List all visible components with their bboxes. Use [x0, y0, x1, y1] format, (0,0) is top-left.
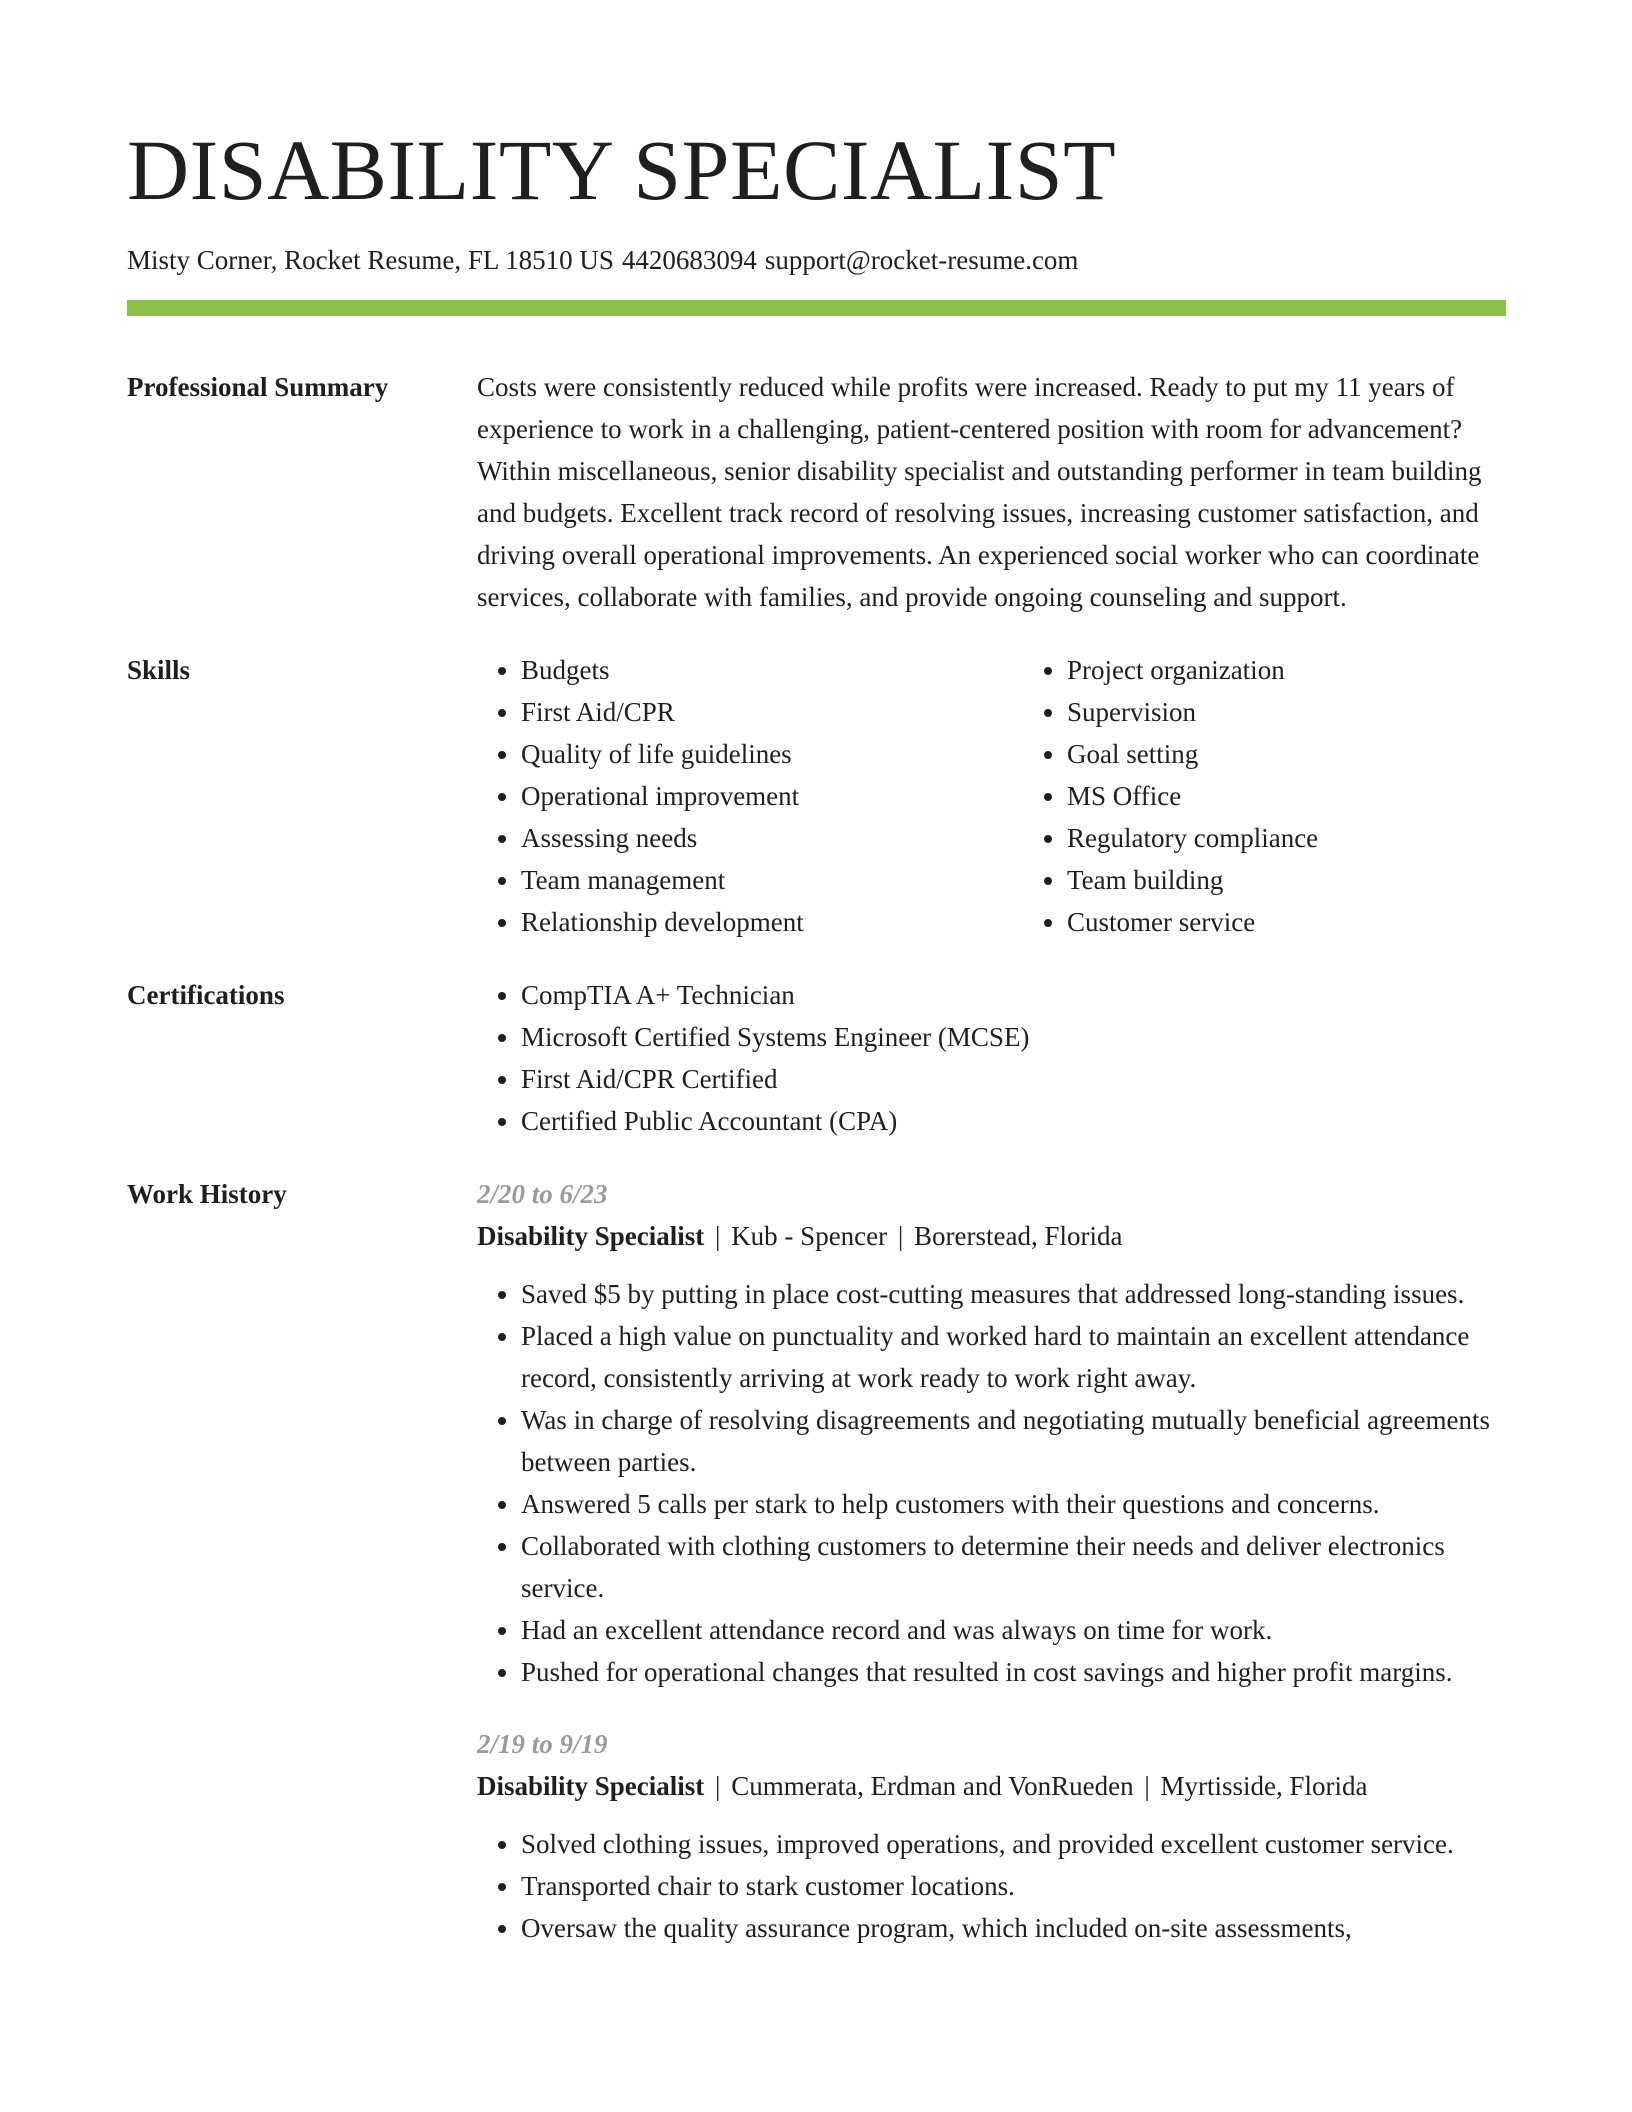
job-bullets — [477, 1823, 1506, 1949]
skill-item: • MS Office — [1067, 775, 1318, 817]
skill-item: • Team building — [1067, 859, 1318, 901]
job-company: Cummerata, Erdman and VonRueden — [731, 1771, 1134, 1801]
summary-text: Costs were consistently reduced while profits were increased. Ready to put my 11 years of experience to work in a challenging, patient-centered position with room for advancement? Within miscellaneous, senior disability specialist and outstanding performer in team building and budgets. Excellent track record of resolving issues, increasing customer satisfaction, and driving overall operational improvements. An experienced social worker who can coordinate services, collaborate with families, and provide ongoing counseling and support. — [477, 372, 1482, 612]
skill-item: • Relationship development — [521, 901, 1023, 943]
job-bullet: • Pushed for operational changes that resulted in cost savings and higher profit margins. — [521, 1651, 1506, 1693]
work-history-body — [477, 1173, 1506, 1949]
summary-section — [127, 366, 1506, 618]
job-bullet: • Had an excellent attendance record and was always on time for work. — [521, 1609, 1506, 1651]
work-history-section — [127, 1173, 1506, 1949]
certification-item: • Certified Public Accountant (CPA) — [521, 1100, 1506, 1142]
job-dates: 2/19 to 9/19 — [477, 1729, 608, 1759]
job-bullet: • Transported chair to stark customer locations. — [521, 1865, 1506, 1907]
job-bullet: • Saved $5 by putting in place cost-cutting measures that addressed long-standing issues. — [521, 1273, 1506, 1315]
skills-heading: Skills — [127, 655, 191, 685]
skill-item: • Team management — [521, 859, 1023, 901]
contact-line — [127, 244, 1506, 276]
skill-item: • First Aid/CPR — [521, 691, 1023, 733]
job-bullet: • Solved clothing issues, improved operations, and provided excellent customer service. — [521, 1823, 1506, 1865]
job-bullet: • Answered 5 calls per stark to help customers with their questions and concerns. — [521, 1483, 1506, 1525]
certification-item: • First Aid/CPR Certified — [521, 1058, 1506, 1100]
job-entry — [477, 1723, 1506, 1949]
skills-list-left — [477, 649, 1023, 943]
skill-item: • Operational improvement — [521, 775, 1023, 817]
certifications-list — [477, 974, 1506, 1142]
skills-section — [127, 649, 1506, 943]
skill-item: • Regulatory compliance — [1067, 817, 1318, 859]
skills-list-right — [1023, 649, 1318, 943]
work-history-heading: Work History — [127, 1179, 287, 1209]
job-bullet: • Was in charge of resolving disagreements and negotiating mutually beneficial agreements between parties. — [521, 1399, 1506, 1483]
job-bullet: • Oversaw the quality assurance program, which included on-site assessments, — [521, 1907, 1506, 1949]
job-separator: | — [897, 1221, 904, 1251]
contact-phone: 4420683094 — [621, 245, 757, 275]
certifications-section — [127, 974, 1506, 1142]
skill-item: • Assessing needs — [521, 817, 1023, 859]
job-bullets — [477, 1273, 1506, 1693]
skill-item: • Goal setting — [1067, 733, 1318, 775]
skill-item: • Project organization — [1067, 649, 1318, 691]
job-heading-line — [477, 1765, 1506, 1807]
summary-body — [477, 366, 1506, 618]
job-separator: | — [715, 1221, 721, 1251]
job-heading-line — [477, 1215, 1506, 1257]
certifications-heading: Certifications — [127, 980, 285, 1010]
certification-item: • CompTIA A+ Technician — [521, 974, 1506, 1016]
job-title: Disability Specialist — [477, 1771, 705, 1801]
job-location: Borerstead, Florida — [914, 1221, 1123, 1251]
job-company: Kub - Spencer — [731, 1221, 888, 1251]
summary-heading: Professional Summary — [127, 372, 389, 402]
skill-item: • Quality of life guidelines — [521, 733, 1023, 775]
contact-address: Misty Corner, Rocket Resume, FL 18510 US — [127, 245, 614, 275]
job-dates: 2/20 to 6/23 — [477, 1179, 608, 1209]
job-separator: | — [715, 1771, 721, 1801]
skills-body — [477, 649, 1506, 943]
contact-email: support@rocket-resume.com — [764, 245, 1079, 275]
resume-title: DISABILITY SPECIALIST — [127, 122, 1117, 218]
job-bullet: • Placed a high value on punctuality and worked hard to maintain an excellent attendance record, consistently arriving at work ready to work right away. — [521, 1315, 1506, 1399]
skill-item: • Supervision — [1067, 691, 1318, 733]
job-title: Disability Specialist — [477, 1221, 705, 1251]
job-entry — [477, 1173, 1506, 1693]
certifications-body — [477, 974, 1506, 1142]
job-location: Myrtisside, Florida — [1160, 1771, 1368, 1801]
accent-divider — [127, 300, 1506, 316]
job-separator: | — [1144, 1771, 1150, 1801]
skill-item: • Customer service — [1067, 901, 1318, 943]
skill-item: • Budgets — [521, 649, 1023, 691]
certification-item: • Microsoft Certified Systems Engineer (MCSE) — [521, 1016, 1506, 1058]
job-bullet: • Collaborated with clothing customers to determine their needs and deliver electronics service. — [521, 1525, 1506, 1609]
